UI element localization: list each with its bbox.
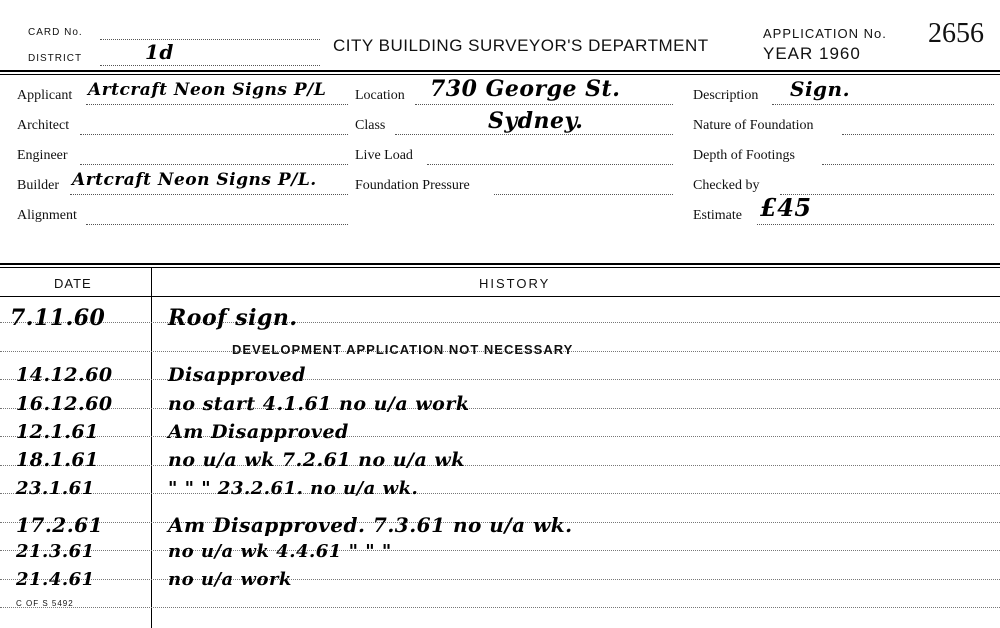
development-stamp: DEVELOPMENT APPLICATION NOT NECESSARY bbox=[232, 342, 574, 357]
applicant-line bbox=[86, 104, 348, 105]
history-date: 7.11.60 bbox=[10, 305, 106, 331]
description-line bbox=[772, 104, 994, 105]
nature-foundation-label: Nature of Foundation bbox=[693, 118, 814, 133]
application-no-label: APPLICATION No. bbox=[763, 26, 887, 41]
nature-foundation-line bbox=[842, 134, 994, 135]
live-load-line bbox=[427, 164, 673, 165]
year-label: YEAR 1960 bbox=[763, 44, 861, 63]
applicant-label: Applicant bbox=[17, 88, 73, 103]
history-entry: " " " 23.2.61. no u/a wk. bbox=[168, 478, 419, 499]
architect-label: Architect bbox=[17, 118, 70, 133]
history-date: 18.1.61 bbox=[16, 449, 99, 471]
form-code: C OF S 5492 bbox=[16, 599, 74, 608]
history-date: 21.4.61 bbox=[16, 569, 95, 590]
engineer-label: Engineer bbox=[17, 148, 68, 163]
depth-footings-label: Depth of Footings bbox=[693, 148, 795, 163]
builder-value: Artcraft Neon Signs P/L. bbox=[72, 170, 317, 190]
history-ruled-line bbox=[0, 322, 1000, 323]
table-top-rule bbox=[0, 263, 1000, 265]
history-date: 14.12.60 bbox=[16, 364, 113, 386]
builder-line bbox=[70, 194, 348, 195]
district-value: 1d bbox=[145, 40, 174, 64]
location-line bbox=[415, 104, 673, 105]
live-load-label: Live Load bbox=[355, 148, 413, 163]
history-ruled-line bbox=[0, 493, 1000, 494]
history-header: HISTORY bbox=[479, 276, 551, 291]
history-entry: Roof sign. bbox=[168, 305, 298, 331]
header-rule-2 bbox=[0, 74, 1000, 75]
history-date: 12.1.61 bbox=[16, 421, 99, 443]
history-ruled-line bbox=[0, 379, 1000, 380]
estimate-label: Estimate bbox=[693, 208, 742, 223]
builder-label: Builder bbox=[17, 178, 59, 193]
department-title: CITY BUILDING SURVEYOR'S DEPARTMENT bbox=[333, 36, 709, 55]
history-entry: no u/a wk 4.4.61 " " " bbox=[168, 541, 392, 562]
engineer-line bbox=[80, 164, 348, 165]
date-header: DATE bbox=[54, 276, 92, 291]
history-entry: no u/a work bbox=[168, 569, 292, 590]
history-ruled-line bbox=[0, 408, 1000, 409]
header-rule bbox=[0, 70, 1000, 72]
history-ruled-line bbox=[0, 607, 1000, 608]
checked-by-label: Checked by bbox=[693, 178, 760, 193]
foundation-pressure-label: Foundation Pressure bbox=[355, 178, 470, 193]
district-line bbox=[100, 65, 320, 66]
depth-footings-line bbox=[822, 164, 994, 165]
history-ruled-line bbox=[0, 436, 1000, 437]
table-header-rule bbox=[0, 296, 1000, 297]
applicant-value: Artcraft Neon Signs P/L bbox=[88, 80, 327, 100]
history-ruled-line bbox=[0, 550, 1000, 551]
alignment-line bbox=[86, 224, 348, 225]
foundation-pressure-line bbox=[494, 194, 673, 195]
description-label: Description bbox=[693, 88, 759, 103]
history-date: 17.2.61 bbox=[16, 513, 104, 537]
location-label: Location bbox=[355, 88, 405, 103]
history-entry: Am Disapproved bbox=[168, 421, 349, 443]
application-no: 2656 bbox=[928, 18, 984, 49]
description-value: Sign. bbox=[790, 77, 851, 101]
table-top-rule-2 bbox=[0, 267, 1000, 268]
history-date: 16.12.60 bbox=[16, 393, 113, 415]
alignment-label: Alignment bbox=[17, 208, 77, 223]
history-date: 23.1.61 bbox=[16, 478, 95, 499]
estimate-line bbox=[757, 224, 994, 225]
architect-line bbox=[80, 134, 348, 135]
location-value-2: Sydney. bbox=[488, 108, 584, 134]
history-entry: Am Disapproved. 7.3.61 no u/a wk. bbox=[168, 513, 573, 537]
history-entry: no start 4.1.61 no u/a work bbox=[168, 393, 470, 415]
card-no-line bbox=[100, 39, 320, 40]
history-entry: Disapproved bbox=[168, 364, 306, 386]
history-entry: no u/a wk 7.2.61 no u/a wk bbox=[168, 449, 465, 471]
checked-by-line bbox=[780, 194, 994, 195]
history-ruled-line bbox=[0, 579, 1000, 580]
estimate-value: £45 bbox=[760, 193, 812, 222]
location-value: 730 George St. bbox=[430, 76, 621, 102]
history-date: 21.3.61 bbox=[16, 541, 95, 562]
history-ruled-line bbox=[0, 465, 1000, 466]
district-label: DISTRICT bbox=[28, 53, 83, 64]
class-line bbox=[395, 134, 673, 135]
card-no-label: CARD No. bbox=[28, 27, 83, 38]
class-label: Class bbox=[355, 118, 386, 133]
